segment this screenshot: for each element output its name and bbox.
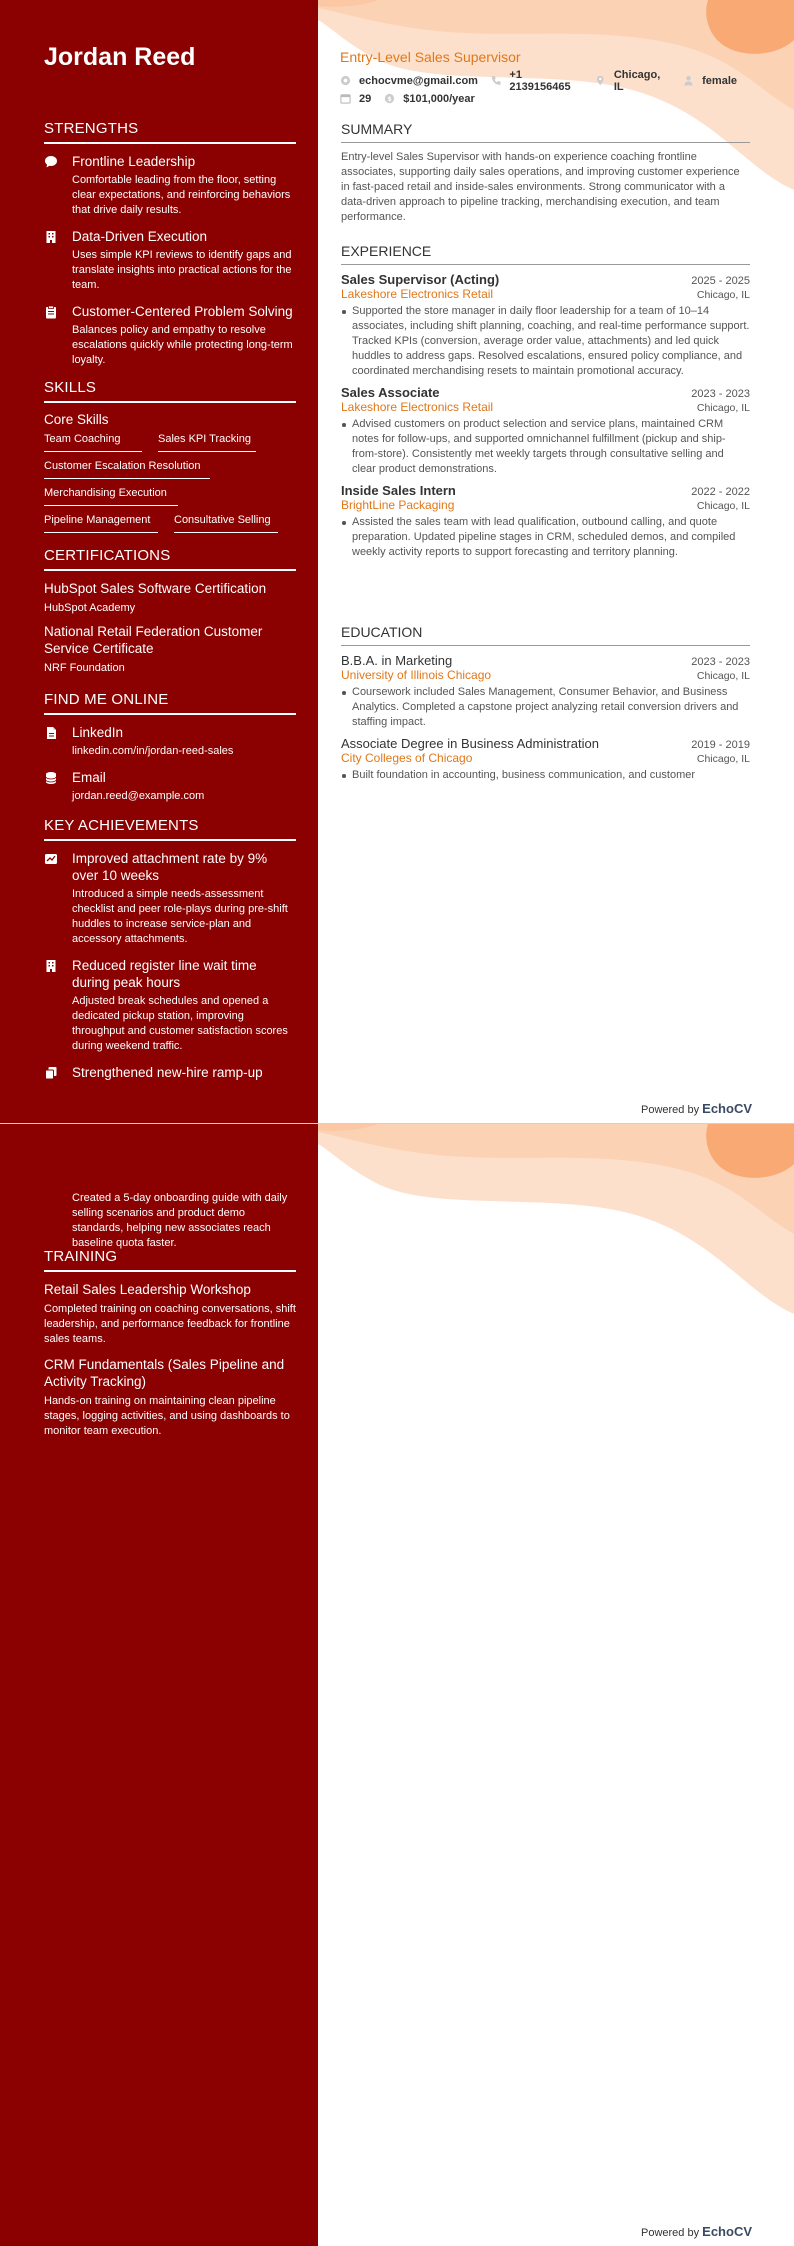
training-title: Retail Sales Leadership Workshop: [44, 1282, 251, 1297]
skill-tag: Team Coaching: [44, 433, 142, 452]
education-item: [341, 736, 750, 783]
footer-prefix: Powered by: [641, 1104, 700, 1116]
online-label: LinkedIn: [72, 725, 124, 740]
svg-text:$: $: [387, 94, 392, 103]
skill-group-title: Core Skills: [44, 412, 109, 427]
skills-section: [44, 379, 296, 541]
experience-section: [341, 243, 750, 566]
job-company: Lakeshore Electronics Retail: [341, 287, 494, 301]
education-bullet: Built foundation in accounting, business communication, and customer: [341, 768, 750, 783]
achievement-desc: Created a 5-day onboarding guide with daily selling scenarios and product demo standards, helping new associates reach baseline quota faster.: [72, 1192, 288, 1249]
skill-tag: Consultative Selling: [174, 514, 278, 533]
phone-icon: [491, 75, 501, 86]
skill-tag: Sales KPI Tracking: [158, 433, 256, 452]
online-heading: FIND ME ONLINE: [44, 691, 296, 715]
contact-info: [340, 68, 750, 108]
achievements-heading: KEY ACHIEVEMENTS: [44, 817, 296, 841]
footer-prefix: Powered by: [641, 2227, 700, 2239]
contact-age: [340, 93, 371, 105]
contact-age-text: 29: [359, 92, 372, 105]
calendar-icon: [340, 93, 351, 104]
job-bullet: Supported the store manager in daily floor leadership for a team of 10–14 associates, including shift planning, coaching, and real-time performance support. Tracked KPIs (conversion, average order value, attachments) and led quick huddles to address gaps. Resolved escalations, ensured policy compliance, and coordinated merchandising resets to maintain promotional accuracy.: [341, 304, 750, 379]
education-section: [341, 624, 750, 789]
job-company: Lakeshore Electronics Retail: [341, 400, 494, 414]
online-link[interactable]: jordan.reed@example.com: [72, 790, 205, 802]
education-dates: 2019 - 2019: [691, 739, 750, 751]
certification-title: HubSpot Sales Software Certification: [44, 581, 267, 596]
training-item: [44, 1281, 296, 1347]
online-section: [44, 691, 296, 814]
education-degree: Associate Degree in Business Administration: [341, 736, 599, 751]
experience-item: [341, 385, 750, 477]
education-location: Chicago, IL: [696, 753, 750, 765]
certification-item: [44, 623, 296, 674]
training-desc: Completed training on coaching conversations, shift leadership, and performance feedback for frontline sales teams.: [44, 1303, 296, 1345]
footer-brand[interactable]: EchoCV: [702, 1101, 752, 1116]
job-location: Chicago, IL: [696, 500, 750, 512]
training-desc: Hands-on training on maintaining clean pipeline stages, logging activities, and using dashboards to monitor team execution.: [44, 1395, 290, 1437]
contact-location-text: Chicago, IL: [613, 68, 661, 93]
training-section: [44, 1248, 296, 1448]
contact-email-text: echocvme@gmail.com: [359, 74, 478, 87]
database-icon: [44, 771, 58, 785]
contact-gender: [683, 75, 737, 87]
footer-brand[interactable]: EchoCV: [702, 2224, 752, 2239]
skills-heading: SKILLS: [44, 379, 296, 403]
clipboard-icon: [44, 305, 58, 319]
strength-desc: Balances policy and empathy to resolve escalations quickly while protecting long-term loyalty.: [72, 324, 293, 366]
job-bullet: Assisted the sales team with lead qualification, outbound calling, and quote preparation. Updated pipeline stages in CRM, scheduled demos, and compiled weekly activity reports to support forecasting and territory planning.: [341, 515, 750, 560]
strength-item: [44, 153, 296, 218]
experience-heading: EXPERIENCE: [341, 243, 750, 265]
contact-phone[interactable]: [491, 69, 582, 93]
contact-salary-text: $101,000/year: [403, 92, 475, 105]
skill-tags: [44, 433, 296, 541]
money-icon: [384, 93, 395, 104]
decorative-waves: [318, 1124, 794, 1324]
document-icon: [44, 726, 58, 740]
strength-title: Customer-Centered Problem Solving: [72, 304, 293, 319]
strength-item: [44, 303, 296, 368]
education-item: [341, 653, 750, 730]
achievement-item: [44, 1064, 296, 1081]
building-icon: [44, 959, 58, 973]
achievement-title: Improved attachment rate by 9% over 10 weeks: [72, 851, 268, 883]
achievement-title: Reduced register line wait time during peak hours: [72, 958, 257, 990]
job-dates: 2023 - 2023: [691, 388, 750, 400]
strength-desc: Comfortable leading from the floor, setting clear expectations, and reinforcing behaviors that drive daily results.: [72, 174, 291, 216]
person-icon: [683, 75, 694, 86]
job-position: Sales Supervisor (Acting): [341, 272, 500, 287]
education-heading: EDUCATION: [341, 624, 750, 646]
education-dates: 2023 - 2023: [691, 656, 750, 668]
training-heading: TRAINING: [44, 1248, 296, 1272]
achievement-item-continued: [44, 1191, 296, 1251]
education-school: University of Illinois Chicago: [341, 668, 492, 682]
education-degree: B.B.A. in Marketing: [341, 653, 453, 668]
trend-chart-icon: [44, 852, 58, 866]
education-bullet: Coursework included Sales Management, Consumer Behavior, and Business Analytics. Completed a capstone project analyzing retail conversion drivers and staffing impact.: [341, 685, 750, 730]
footer: [641, 2224, 752, 2239]
resume-page-2: [0, 1123, 794, 2246]
contact-phone-text: +1 2139156465: [509, 68, 571, 93]
achievement-desc: Adjusted break schedules and opened a dedicated pickup station, improving throughput and customer satisfaction scores during weekend traffic.: [72, 995, 288, 1052]
job-company: BrightLine Packaging: [341, 498, 455, 512]
building-icon: [44, 230, 58, 244]
contact-gender-text: female: [702, 74, 737, 87]
online-link[interactable]: linkedin.com/in/jordan-reed-sales: [72, 745, 234, 757]
achievement-item: [44, 957, 296, 1054]
contact-location: [595, 69, 670, 93]
education-school: City Colleges of Chicago: [341, 751, 473, 765]
achievement-item: [44, 850, 296, 947]
strengths-heading: STRENGTHS: [44, 120, 296, 144]
strength-title: Frontline Leadership: [72, 154, 196, 169]
achievement-desc: Introduced a simple needs-assessment checklist and peer role-plays during pre-shift huddles to increase service-plan and accessory attachments.: [72, 888, 288, 945]
strength-item: [44, 228, 296, 293]
at-icon: [340, 75, 351, 86]
training-title: CRM Fundamentals (Sales Pipeline and Activity Tracking): [44, 1357, 285, 1389]
summary-text: Entry-level Sales Supervisor with hands-on experience coaching frontline associates, supporting daily sales operations, and improving customer experience in fast-paced retail and inside-sales environments. Strong communicator with a data-driven approach to pipeline tracking, merchandising execution, and team performance.: [341, 151, 740, 223]
strength-desc: Uses simple KPI reviews to identify gaps and translate insights into practical actions for the team.: [72, 249, 292, 291]
candidate-name: Jordan Reed: [44, 43, 196, 71]
job-position: Sales Associate: [341, 385, 440, 400]
job-location: Chicago, IL: [696, 289, 750, 301]
job-dates: 2022 - 2022: [691, 486, 750, 498]
online-label: Email: [72, 770, 106, 785]
education-location: Chicago, IL: [696, 670, 750, 682]
job-position: Inside Sales Intern: [341, 483, 456, 498]
certification-title: National Retail Federation Customer Service Certificate: [44, 624, 263, 656]
summary-section: [341, 121, 750, 225]
achievements-section: [44, 817, 296, 1091]
job-dates: 2025 - 2025: [691, 275, 750, 287]
achievement-title: Strengthened new-hire ramp-up: [72, 1065, 263, 1080]
summary-heading: SUMMARY: [341, 121, 750, 143]
skill-tag: Merchandising Execution: [44, 487, 178, 506]
job-bullet: Advised customers on product selection and service plans, maintained CRM notes for follow-ups, and supported omnichannel fulfillment (pickup and ship-from-store). Consistently met weekly targets through consultative selling and clear product demonstrations.: [341, 417, 750, 477]
experience-item: [341, 272, 750, 379]
online-item-linkedin[interactable]: [44, 724, 296, 759]
certifications-heading: CERTIFICATIONS: [44, 547, 296, 571]
training-item: [44, 1356, 296, 1439]
contact-salary: [384, 93, 475, 105]
location-pin-icon: [595, 75, 605, 86]
skill-tag: Pipeline Management: [44, 514, 158, 533]
copy-icon: [44, 1066, 58, 1080]
certification-org: HubSpot Academy: [44, 602, 136, 614]
job-location: Chicago, IL: [696, 402, 750, 414]
certification-org: NRF Foundation: [44, 662, 125, 674]
contact-email[interactable]: [340, 75, 478, 87]
footer: [641, 1101, 752, 1116]
strengths-section: [44, 120, 296, 378]
online-item-email[interactable]: [44, 769, 296, 804]
experience-item: [341, 483, 750, 560]
certification-item: [44, 580, 296, 614]
certifications-section: [44, 547, 296, 683]
chat-bubble-icon: [44, 155, 58, 169]
skill-tag: Customer Escalation Resolution: [44, 460, 210, 479]
strength-title: Data-Driven Execution: [72, 229, 208, 244]
headline: Entry-Level Sales Supervisor: [340, 49, 521, 65]
